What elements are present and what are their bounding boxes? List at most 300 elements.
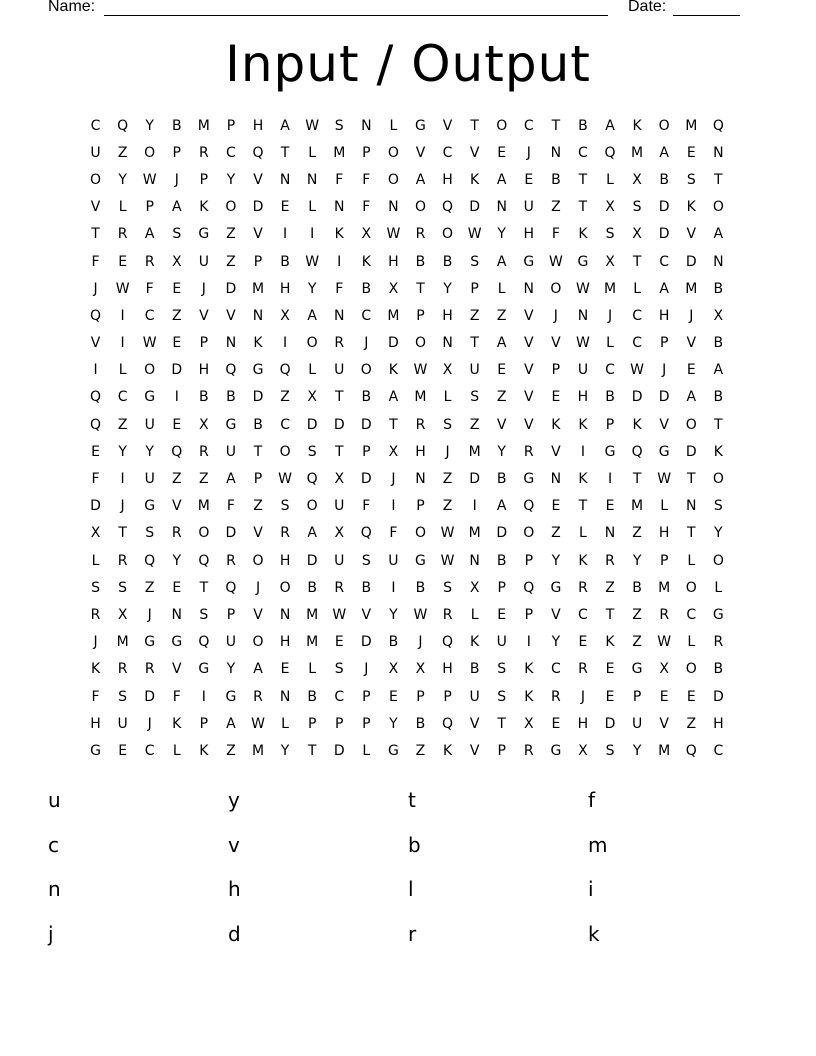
grid-letter[interactable]: X (713, 307, 724, 324)
grid-letter[interactable]: G (712, 606, 724, 623)
grid-letter[interactable]: Z (551, 199, 561, 216)
grid-letter[interactable]: Z (171, 471, 182, 488)
grid-letter[interactable]: V (469, 715, 480, 732)
grid-letter[interactable]: C (686, 606, 697, 623)
grid-letter[interactable]: E (578, 634, 588, 651)
grid-letter[interactable]: O (360, 362, 372, 379)
grid-letter[interactable]: E (605, 498, 615, 515)
grid-letter[interactable]: M (197, 498, 210, 515)
grid-letter[interactable]: L (497, 280, 506, 297)
grid-letter[interactable]: L (660, 498, 669, 515)
grid-letter[interactable]: D (685, 253, 697, 270)
grid-letter[interactable]: W (251, 715, 265, 732)
grid-letter[interactable]: X (117, 606, 128, 623)
grid-letter[interactable]: L (118, 362, 127, 379)
grid-letter[interactable]: D (252, 199, 264, 216)
grid-letter[interactable]: M (251, 280, 265, 297)
grid-letter[interactable]: E (551, 389, 561, 406)
grid-letter[interactable]: N (388, 199, 399, 216)
grid-letter[interactable]: W (386, 226, 401, 243)
grid-letter[interactable]: Q (144, 552, 156, 569)
grid-letter[interactable]: H (577, 389, 589, 406)
grid-letter[interactable]: O (414, 199, 426, 216)
grid-letter[interactable]: S (361, 552, 371, 569)
grid-letter[interactable]: Q (360, 525, 372, 542)
grid-letter[interactable]: A (605, 117, 615, 134)
grid-letter[interactable]: H (442, 661, 453, 678)
grid-letter[interactable]: B (713, 335, 724, 352)
grid-letter[interactable]: Y (551, 552, 561, 569)
grid-letter[interactable]: P (199, 335, 209, 352)
grid-letter[interactable]: Y (172, 552, 182, 569)
grid-letter[interactable]: Z (496, 389, 507, 406)
grid-letter[interactable]: W (142, 171, 157, 188)
grid-letter[interactable]: V (551, 606, 561, 623)
grid-letter[interactable]: S (334, 117, 344, 134)
grid-letter[interactable]: K (524, 661, 534, 678)
grid-letter[interactable]: P (226, 117, 236, 134)
grid-letter[interactable]: Z (551, 525, 561, 542)
grid-letter[interactable]: D (90, 498, 101, 515)
grid-letter[interactable]: S (443, 579, 452, 596)
grid-letter[interactable]: J (391, 471, 396, 488)
grid-letter[interactable]: Y (226, 171, 236, 188)
grid-letter[interactable]: T (253, 443, 263, 460)
grid-letter[interactable]: R (280, 525, 290, 542)
grid-letter[interactable]: D (360, 634, 372, 651)
grid-letter[interactable]: J (147, 606, 152, 623)
grid-letter[interactable]: F (226, 498, 235, 515)
grid-letter[interactable]: J (689, 307, 694, 324)
grid-letter[interactable]: A (307, 307, 317, 324)
grid-letter[interactable]: V (551, 443, 561, 460)
grid-letter[interactable]: J (174, 171, 179, 188)
grid-letter[interactable]: K (334, 226, 344, 243)
grid-letter[interactable]: J (662, 362, 667, 379)
grid-letter[interactable]: Q (225, 362, 237, 379)
grid-letter[interactable]: O (306, 335, 318, 352)
grid-letter[interactable]: O (712, 552, 724, 569)
grid-letter[interactable]: S (172, 226, 182, 243)
grid-letter[interactable]: E (118, 742, 128, 759)
grid-letter[interactable]: S (470, 253, 480, 270)
grid-letter[interactable]: G (523, 253, 535, 270)
grid-letter[interactable]: R (144, 661, 155, 678)
grid-letter[interactable]: L (172, 742, 181, 759)
grid-letter[interactable]: M (658, 742, 671, 759)
grid-letter[interactable]: N (550, 471, 562, 488)
grid-letter[interactable]: O (550, 280, 562, 297)
grid-letter[interactable]: Q (117, 117, 129, 134)
grid-letter[interactable]: K (551, 416, 561, 433)
grid-letter[interactable]: V (415, 144, 426, 161)
grid-letter[interactable]: I (580, 443, 586, 460)
grid-letter[interactable]: T (686, 525, 696, 542)
grid-letter[interactable]: P (659, 552, 669, 569)
grid-letter[interactable]: K (632, 416, 642, 433)
grid-letter[interactable]: K (578, 471, 588, 488)
date-blank-line[interactable] (673, 15, 740, 16)
grid-letter[interactable]: M (414, 389, 427, 406)
grid-letter[interactable]: X (442, 362, 453, 379)
grid-letter[interactable]: M (631, 144, 644, 161)
grid-letter[interactable]: H (198, 362, 210, 379)
grid-letter[interactable]: N (604, 525, 616, 542)
grid-letter[interactable]: P (172, 144, 181, 161)
grid-letter[interactable]: P (497, 579, 506, 596)
grid-letter[interactable]: G (171, 634, 183, 651)
grid-letter[interactable]: P (416, 498, 425, 515)
grid-letter[interactable]: V (524, 416, 534, 433)
grid-letter[interactable]: E (686, 362, 696, 379)
grid-letter[interactable]: T (686, 471, 696, 488)
grid-letter[interactable]: X (605, 253, 615, 270)
grid-letter[interactable]: O (523, 525, 535, 542)
grid-letter[interactable]: C (144, 742, 155, 759)
grid-letter[interactable]: L (308, 362, 317, 379)
grid-letter[interactable]: P (362, 715, 371, 732)
grid-letter[interactable]: H (415, 443, 426, 460)
grid-letter[interactable]: B (307, 579, 317, 596)
grid-letter[interactable]: U (388, 552, 399, 569)
grid-letter[interactable]: U (117, 715, 128, 732)
grid-letter[interactable]: E (659, 688, 669, 705)
name-blank-line[interactable] (104, 15, 608, 16)
grid-letter[interactable]: D (360, 471, 372, 488)
grid-letter[interactable]: S (118, 579, 128, 596)
grid-letter[interactable]: Z (226, 253, 236, 270)
grid-letter[interactable]: C (632, 335, 642, 352)
grid-letter[interactable]: O (279, 579, 291, 596)
grid-letter[interactable]: R (605, 552, 615, 569)
grid-letter[interactable]: V (496, 416, 507, 433)
grid-letter[interactable]: I (526, 634, 531, 651)
grid-letter[interactable]: C (578, 144, 588, 161)
grid-letter[interactable]: G (550, 742, 562, 759)
grid-letter[interactable]: L (91, 552, 100, 569)
grid-letter[interactable]: D (658, 199, 670, 216)
grid-letter[interactable]: O (252, 634, 264, 651)
grid-letter[interactable]: R (578, 661, 588, 678)
grid-letter[interactable]: A (496, 335, 507, 352)
grid-letter[interactable]: C (659, 253, 670, 270)
grid-letter[interactable]: X (334, 471, 345, 488)
grid-letter[interactable]: B (171, 117, 182, 134)
grid-letter[interactable]: S (632, 199, 642, 216)
grid-letter[interactable]: H (658, 525, 670, 542)
grid-letter[interactable]: D (388, 335, 399, 352)
grid-letter[interactable]: M (306, 634, 319, 651)
grid-letter[interactable]: Q (252, 144, 264, 161)
grid-letter[interactable]: S (497, 661, 507, 678)
grid-letter[interactable]: Q (604, 144, 616, 161)
grid-letter[interactable]: Q (685, 742, 697, 759)
grid-letter[interactable]: E (280, 199, 290, 216)
grid-letter[interactable]: W (440, 552, 455, 569)
grid-letter[interactable]: V (171, 661, 182, 678)
grid-letter[interactable]: V (90, 199, 101, 216)
grid-letter[interactable]: Y (118, 443, 127, 460)
grid-letter[interactable]: Z (199, 471, 209, 488)
grid-letter[interactable]: O (658, 117, 670, 134)
grid-letter[interactable]: T (470, 117, 479, 134)
grid-letter[interactable]: E (551, 715, 561, 732)
grid-letter[interactable]: V (253, 606, 263, 623)
grid-letter[interactable]: L (443, 389, 452, 406)
grid-letter[interactable]: T (578, 171, 588, 188)
grid-letter[interactable]: E (524, 171, 534, 188)
grid-letter[interactable]: J (418, 634, 423, 651)
grid-letter[interactable]: C (578, 606, 588, 623)
grid-letter[interactable]: U (334, 498, 345, 515)
grid-letter[interactable]: F (389, 525, 398, 542)
grid-letter[interactable]: P (362, 443, 371, 460)
grid-letter[interactable]: K (713, 443, 723, 460)
grid-letter[interactable]: F (362, 498, 371, 515)
grid-letter[interactable]: B (496, 471, 507, 488)
grid-letter[interactable]: L (470, 606, 479, 623)
grid-letter[interactable]: T (578, 498, 588, 515)
grid-letter[interactable]: W (305, 253, 320, 270)
grid-letter[interactable]: R (90, 606, 101, 623)
grid-letter[interactable]: D (144, 688, 156, 705)
grid-letter[interactable]: Z (226, 742, 236, 759)
grid-letter[interactable]: D (333, 742, 345, 759)
grid-letter[interactable]: L (633, 280, 641, 297)
grid-letter[interactable]: N (577, 307, 589, 324)
grid-letter[interactable]: N (550, 144, 562, 161)
grid-letter[interactable]: V (524, 389, 534, 406)
grid-letter[interactable]: D (225, 280, 237, 297)
grid-letter[interactable]: Z (632, 525, 642, 542)
grid-letter[interactable]: O (414, 335, 426, 352)
grid-letter[interactable]: J (201, 280, 206, 297)
grid-letter[interactable]: Y (145, 443, 154, 460)
grid-letter[interactable]: O (685, 416, 697, 433)
grid-letter[interactable]: K (578, 226, 588, 243)
grid-letter[interactable]: D (712, 688, 724, 705)
grid-letter[interactable]: E (172, 335, 182, 352)
grid-letter[interactable]: Q (171, 443, 183, 460)
grid-letter[interactable]: U (90, 144, 101, 161)
grid-letter[interactable]: B (415, 253, 426, 270)
grid-letter[interactable]: R (226, 552, 236, 569)
grid-letter[interactable]: C (523, 117, 534, 134)
grid-letter[interactable]: X (388, 280, 399, 297)
grid-letter[interactable]: L (606, 171, 614, 188)
grid-letter[interactable]: T (605, 606, 615, 623)
grid-letter[interactable]: G (577, 253, 589, 270)
grid-letter[interactable]: D (171, 362, 183, 379)
grid-letter[interactable]: D (496, 525, 508, 542)
grid-letter[interactable]: D (333, 416, 345, 433)
grid-letter[interactable]: G (550, 579, 562, 596)
grid-letter[interactable]: C (550, 661, 561, 678)
grid-letter[interactable]: B (361, 579, 372, 596)
grid-letter[interactable]: Q (523, 498, 535, 515)
grid-letter[interactable]: D (685, 443, 697, 460)
grid-letter[interactable]: W (413, 362, 428, 379)
grid-letter[interactable]: T (389, 416, 398, 433)
grid-letter[interactable]: N (171, 606, 183, 623)
grid-letter[interactable]: N (279, 171, 291, 188)
grid-letter[interactable]: E (497, 144, 507, 161)
grid-letter[interactable]: E (605, 688, 615, 705)
grid-letter[interactable]: H (279, 552, 291, 569)
grid-letter[interactable]: L (687, 552, 696, 569)
grid-letter[interactable]: T (91, 226, 100, 243)
grid-letter[interactable]: Y (551, 634, 561, 651)
grid-letter[interactable]: D (306, 416, 318, 433)
grid-letter[interactable]: U (334, 362, 345, 379)
grid-letter[interactable]: B (226, 389, 236, 406)
grid-letter[interactable]: M (306, 606, 319, 623)
grid-letter[interactable]: F (172, 688, 181, 705)
grid-letter[interactable]: I (283, 226, 288, 243)
grid-letter[interactable]: I (120, 307, 125, 324)
grid-letter[interactable]: H (523, 226, 535, 243)
grid-letter[interactable]: N (279, 688, 291, 705)
grid-letter[interactable]: Q (225, 579, 237, 596)
grid-letter[interactable]: E (172, 416, 182, 433)
grid-letter[interactable]: F (335, 280, 344, 297)
grid-letter[interactable]: P (605, 416, 615, 433)
grid-letter[interactable]: O (225, 199, 237, 216)
grid-letter[interactable]: U (523, 199, 534, 216)
grid-letter[interactable]: C (144, 307, 155, 324)
grid-letter[interactable]: U (144, 416, 155, 433)
grid-letter[interactable]: S (713, 498, 723, 515)
grid-letter[interactable]: A (144, 226, 155, 243)
grid-letter[interactable]: W (305, 117, 320, 134)
grid-letter[interactable]: A (659, 144, 669, 161)
grid-letter[interactable]: X (388, 661, 399, 678)
grid-letter[interactable]: T (497, 715, 506, 732)
grid-letter[interactable]: X (334, 525, 345, 542)
grid-letter[interactable]: S (334, 661, 344, 678)
grid-letter[interactable]: Q (306, 471, 318, 488)
grid-letter[interactable]: O (306, 498, 318, 515)
grid-letter[interactable]: V (524, 335, 534, 352)
grid-letter[interactable]: S (145, 525, 155, 542)
grid-letter[interactable]: G (144, 498, 156, 515)
grid-letter[interactable]: W (142, 335, 157, 352)
grid-letter[interactable]: Y (280, 742, 290, 759)
grid-letter[interactable]: Z (117, 144, 128, 161)
grid-letter[interactable]: M (685, 117, 698, 134)
grid-letter[interactable]: N (279, 606, 291, 623)
grid-letter[interactable]: Z (632, 634, 642, 651)
grid-letter[interactable]: T (470, 335, 479, 352)
grid-letter[interactable]: R (415, 226, 426, 243)
grid-letter[interactable]: N (415, 471, 426, 488)
grid-letter[interactable]: P (226, 606, 236, 623)
grid-letter[interactable]: S (470, 389, 480, 406)
grid-letter[interactable]: Y (118, 171, 127, 188)
grid-letter[interactable]: H (658, 307, 670, 324)
grid-letter[interactable]: S (199, 606, 209, 623)
grid-letter[interactable]: W (440, 525, 455, 542)
grid-letter[interactable]: G (198, 661, 210, 678)
grid-letter[interactable]: L (118, 199, 127, 216)
grid-letter[interactable]: A (415, 171, 426, 188)
grid-letter[interactable]: G (523, 471, 535, 488)
grid-letter[interactable]: E (551, 498, 561, 515)
grid-letter[interactable]: J (93, 280, 98, 297)
grid-letter[interactable]: R (551, 688, 561, 705)
grid-letter[interactable]: J (607, 307, 613, 324)
grid-letter[interactable]: H (713, 715, 724, 732)
grid-letter[interactable]: O (685, 661, 697, 678)
grid-letter[interactable]: P (443, 688, 452, 705)
grid-letter[interactable]: N (442, 335, 453, 352)
grid-letter[interactable]: R (442, 606, 453, 623)
grid-letter[interactable]: B (253, 416, 263, 433)
grid-letter[interactable]: N (252, 307, 264, 324)
grid-letter[interactable]: O (252, 552, 264, 569)
grid-letter[interactable]: G (225, 416, 237, 433)
grid-letter[interactable]: U (469, 688, 480, 705)
grid-letter[interactable]: R (253, 688, 263, 705)
grid-letter[interactable]: A (171, 199, 182, 216)
grid-letter[interactable]: V (524, 362, 534, 379)
grid-letter[interactable]: G (604, 443, 616, 460)
grid-letter[interactable]: Y (307, 280, 317, 297)
grid-letter[interactable]: Q (198, 552, 210, 569)
grid-letter[interactable]: K (578, 416, 588, 433)
grid-letter[interactable]: U (631, 715, 643, 732)
grid-letter[interactable]: L (308, 144, 317, 161)
grid-letter[interactable]: L (308, 661, 317, 678)
grid-letter[interactable]: W (278, 471, 292, 488)
grid-letter[interactable]: N (334, 199, 345, 216)
grid-letter[interactable]: M (251, 742, 265, 759)
grid-letter[interactable]: H (252, 117, 264, 134)
grid-letter[interactable]: P (253, 471, 263, 488)
grid-letter[interactable]: S (307, 443, 317, 460)
grid-letter[interactable]: W (332, 606, 347, 623)
grid-letter[interactable]: J (147, 715, 152, 732)
grid-letter[interactable]: E (334, 634, 344, 651)
grid-letter[interactable]: R (334, 335, 345, 352)
grid-letter[interactable]: V (253, 226, 263, 243)
grid-letter[interactable]: B (713, 389, 724, 406)
grid-letter[interactable]: L (579, 525, 587, 542)
grid-letter[interactable]: G (415, 552, 426, 569)
grid-letter[interactable]: K (199, 199, 209, 216)
grid-letter[interactable]: P (659, 335, 669, 352)
grid-letter[interactable]: W (657, 471, 672, 488)
grid-letter[interactable]: D (658, 389, 670, 406)
grid-letter[interactable]: P (199, 715, 209, 732)
grid-letter[interactable]: Z (117, 416, 128, 433)
grid-letter[interactable]: O (712, 199, 724, 216)
grid-letter[interactable]: X (523, 715, 534, 732)
grid-letter[interactable]: U (225, 634, 237, 651)
grid-letter[interactable]: B (605, 389, 615, 406)
grid-letter[interactable]: R (415, 416, 426, 433)
grid-letter[interactable]: O (496, 117, 508, 134)
grid-letter[interactable]: N (496, 199, 507, 216)
grid-letter[interactable]: P (497, 742, 506, 759)
grid-letter[interactable]: H (279, 634, 291, 651)
grid-letter[interactable]: Z (171, 307, 182, 324)
grid-letter[interactable]: W (630, 362, 645, 379)
grid-letter[interactable]: Y (632, 742, 642, 759)
grid-letter[interactable]: A (713, 362, 724, 379)
grid-letter[interactable]: C (334, 688, 345, 705)
grid-letter[interactable]: Z (469, 307, 480, 324)
